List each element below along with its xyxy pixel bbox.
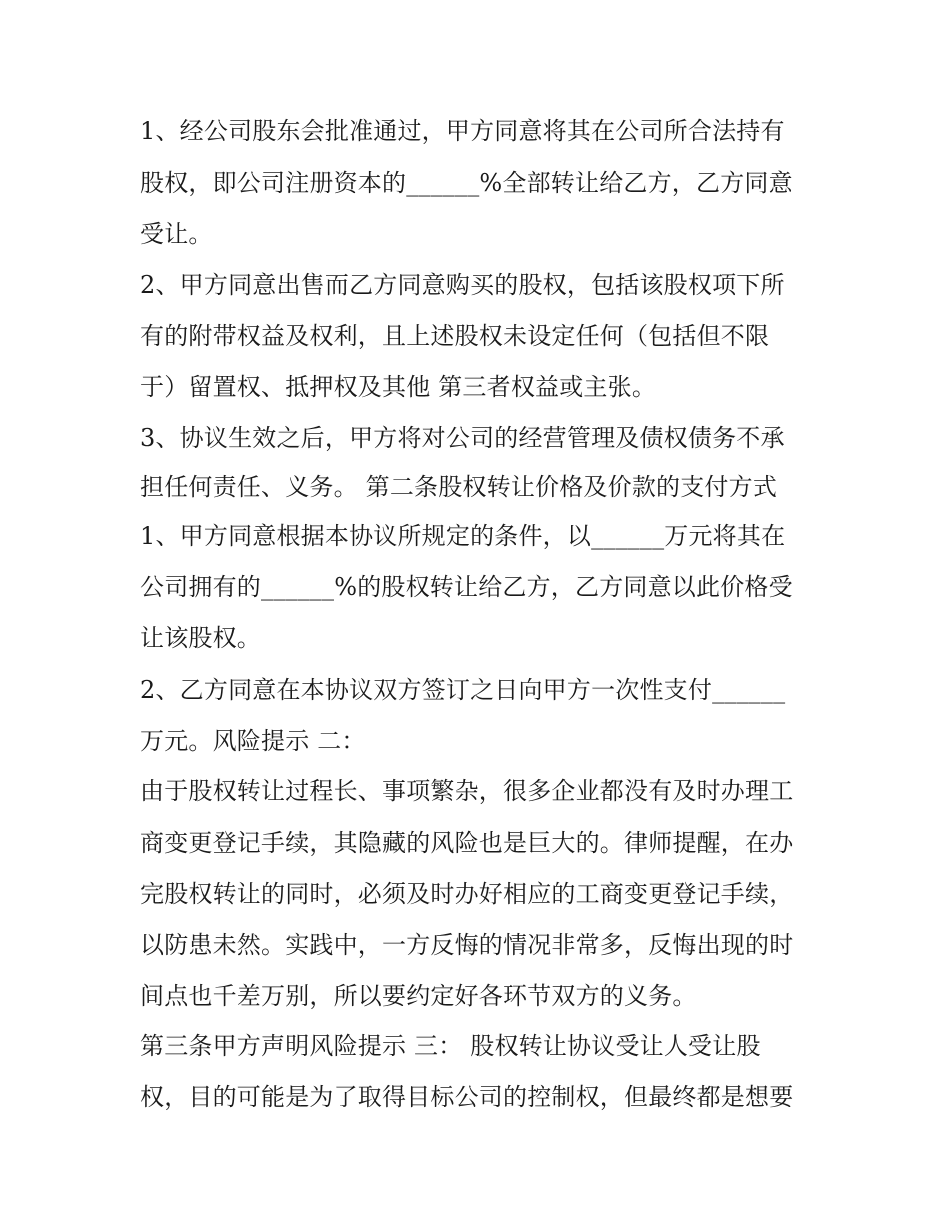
text-line: 商变更登记手续，其隐藏的风险也是巨大的。律师提醒，在办 (140, 829, 794, 857)
text-line: 2、乙方同意在本协议双方签订之日向甲方一次性支付______ (140, 676, 786, 704)
text-line: 1、甲方同意根据本协议所规定的条件，以______万元将其在 (140, 522, 786, 550)
text-line: 3、协议生效之后，甲方将对公司的经营管理及债权债务不承 (140, 424, 785, 452)
text-line: 第三条甲方声明风险提示 三： 股权转让协议受让人受让股 (140, 1032, 761, 1060)
text-line: 万元。风险提示 二： (140, 727, 366, 755)
text-line: 让该股权。 (140, 624, 261, 652)
text-line: 公司拥有的______%的股权转让给乙方，乙方同意以此价格受 (140, 573, 793, 601)
text-line: 受让。 (140, 220, 213, 248)
text-line: 间点也千差万别，所以要约定好各环节双方的义务。 (140, 982, 697, 1010)
text-line: 以防患未然。实践中，一方反悔的情况非常多，反悔出现的时 (140, 931, 794, 959)
text-line: 由于股权转让过程长、事项繁杂，很多企业都没有及时办理工 (140, 777, 794, 805)
text-line: 股权，即公司注册资本的______%全部转让给乙方，乙方同意 (140, 169, 793, 197)
text-line: 担任何责任、义务。 第二条股权转让价格及价款的支付方式 (140, 473, 778, 501)
text-line: 1、经公司股东会批准通过，甲方同意将其在公司所合法持有 (140, 117, 785, 145)
text-line: 于）留置权、抵押权及其他 第三者权益或主张。 (140, 373, 657, 401)
text-line: 有的附带权益及权利，且上述股权未设定任何（包括但不限 (140, 322, 770, 350)
text-line: 权，目的可能是为了取得目标公司的控制权，但最终都是想要 (140, 1083, 794, 1111)
text-line: 完股权转让的同时，必须及时办好相应的工商变更登记手续， (140, 880, 794, 908)
text-line: 2、甲方同意出售而乙方同意购买的股权，包括该股权项下所 (140, 271, 785, 299)
